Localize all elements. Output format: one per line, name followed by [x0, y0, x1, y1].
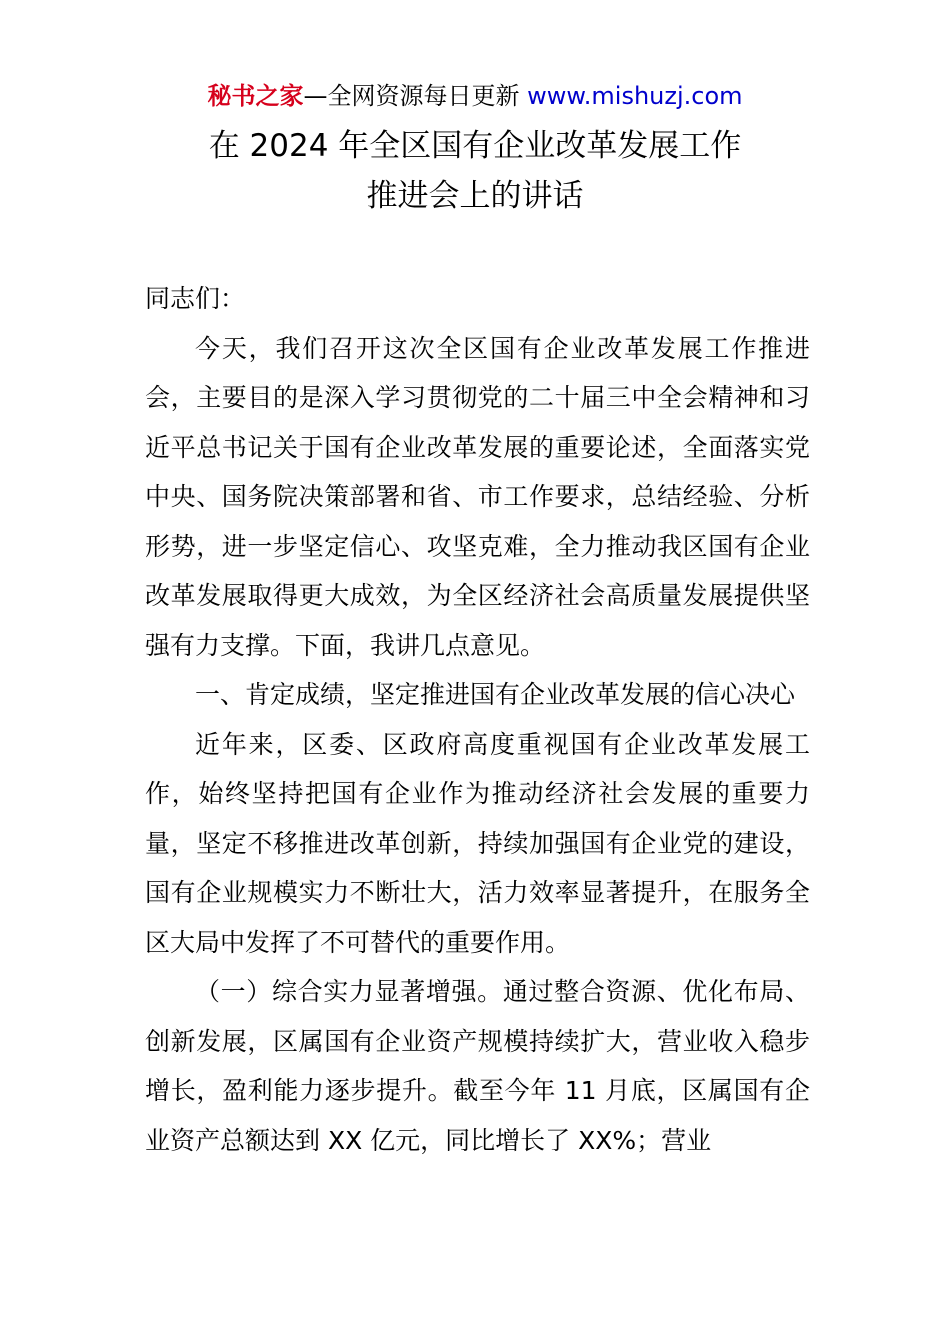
- header-dash: —: [303, 82, 328, 110]
- document-title-line-2: 推进会上的讲话: [366, 178, 584, 214]
- section-heading-1: 一、肯定成绩，坚定推进国有企业改革发展的信心决心: [195, 680, 796, 709]
- site-header: [0, 80, 950, 112]
- site-url-link[interactable]: www.mishuzj.com: [527, 82, 743, 110]
- document-body: [145, 274, 810, 1165]
- brand-name: 秘书之家: [207, 82, 304, 110]
- header-slogan: 全网资源每日更新: [327, 82, 520, 110]
- document-title-line-1: 在 2024 年全区国有企业改革发展工作: [208, 128, 742, 164]
- paragraph-subsection-1: （一）综合实力显著增强。通过整合资源、优化布局、创新发展，区属国有企业资产规模持续扩大，营业收入稳步增长，盈利能力逐步提升。截至今年 11 月底，区属国有企业资产总额达到 XX 亿元，同比增长了 XX%；营业: [145, 977, 810, 1155]
- salutation: 同志们：: [145, 284, 246, 313]
- paragraph-section-1: 近年来，区委、区政府高度重视国有企业改革发展工作，始终坚持把国有企业作为推动经济社会发展的重要力量，坚定不移推进改革创新，持续加强国有企业党的建设，国有企业规模实力不断壮大，活力效率显著提升，在服务全区大局中发挥了不可替代的重要作用。: [145, 729, 810, 957]
- paragraph-intro: 今天，我们召开这次全区国有企业改革发展工作推进会，主要目的是深入学习贯彻党的二十届三中全会精神和习近平总书记关于国有企业改革发展的重要论述，全面落实党中央、国务院决策部署和省、市工作要求，总结经验、分析形势，进一步坚定信心、攻坚克难，全力推动我区国有企业改革发展取得更大成效，为全区经济社会高质量发展提供坚强有力支撑。下面，我讲几点意见。: [145, 333, 810, 660]
